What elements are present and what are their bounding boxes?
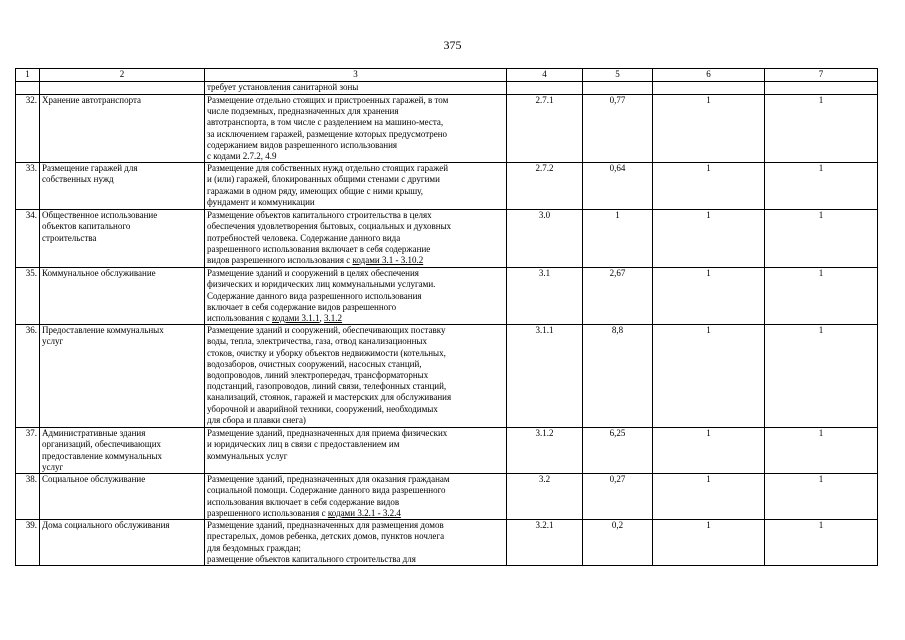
cell-code: 3.2.1 (507, 520, 583, 566)
code-link[interactable]: кодами 3.1 - 3.10.2 (352, 255, 424, 266)
cell-num (16, 82, 40, 95)
cell-col7: 1 (765, 520, 878, 566)
cell-col6: 1 (653, 95, 765, 163)
code-link[interactable]: кодами 3.2.1 - 3.2.4 (327, 507, 401, 518)
cell-col7: 1 (765, 268, 878, 325)
cell-col7: 1 (765, 163, 878, 210)
cell-code: 3.1 (507, 268, 583, 325)
table-row (16, 520, 878, 566)
cell-num: 34. (16, 210, 40, 268)
header-cell-1: 1 (16, 69, 40, 82)
cell-desc-text: Размещение зданий и сооружений, обеспечивающих поставку воды, тепла, электричества, газа, отвод канализационных стоков, очистку и уборку объектов недвижимости (котельных, водозаборов, очистных сооружений, насосных станций, водопроводов, линий электропередач, трансформаторных подстанций, газопроводов, линий связи, телефонных станций, канализаций, стоянок, гаражей и мастерских для обслуживания уборочной и аварийной техники, сооружений, необходимых для сбора и плавки снега) (207, 325, 452, 425)
cell-name: Административные здания организаций, обеспечивающих предоставление коммунальных услуг (40, 428, 205, 474)
cell-desc (205, 428, 507, 474)
table-row (16, 474, 878, 520)
cell-num: 33. (16, 163, 40, 210)
cell-desc: требует установления санитарной зоны (205, 82, 507, 95)
land-use-table (15, 68, 878, 566)
cell-code: 3.0 (507, 210, 583, 268)
cell-col7: 1 (765, 210, 878, 268)
cell-num: 36. (16, 325, 40, 428)
cell-code: 3.2 (507, 474, 583, 520)
cell-desc (205, 163, 507, 210)
cell-value (583, 82, 653, 95)
cell-col6: 1 (653, 520, 765, 566)
table-row (16, 428, 878, 474)
cell-desc-text: Размещение зданий, предназначенных для приема физических и юридических лиц в связи с предоставлением им коммунальных услуг (207, 428, 448, 461)
cell-name: Хранение автотранспорта (40, 95, 205, 163)
cell-value: 0,27 (583, 474, 653, 520)
table-row-continuation (16, 82, 878, 95)
cell-name: Предоставление коммунальных услуг (40, 325, 205, 428)
cell-name: Социальное обслуживание (40, 474, 205, 520)
cell-desc-text: Размещение зданий, предназначенных для оказания гражданам социальной помощи. Содержание данного вида разрешенного использования включает в себя содержание видов разрешенного использования с (207, 474, 450, 518)
table-row (16, 95, 878, 163)
page-number: 375 (443, 38, 462, 52)
table-row (16, 163, 878, 210)
cell-desc (205, 95, 507, 163)
header-cell-4: 4 (507, 69, 583, 82)
cell-value: 1 (583, 210, 653, 268)
cell-value: 2,67 (583, 268, 653, 325)
cell-col6: 1 (653, 474, 765, 520)
cell-desc-text: Размещение зданий, предназначенных для размещения домов престарелых, домов ребенка, детских домов, пунктов ночлега для бездомных граждан; размещение объектов капитального строительства для (207, 520, 445, 564)
header-cell-3: 3 (205, 69, 507, 82)
table-row (16, 268, 878, 325)
cell-value: 0,77 (583, 95, 653, 163)
cell-code: 2.7.2 (507, 163, 583, 210)
cell-col7: 1 (765, 474, 878, 520)
cell-code (507, 82, 583, 95)
cell-desc (205, 210, 507, 268)
cell-col6: 1 (653, 163, 765, 210)
table-row (16, 325, 878, 428)
cell-name (40, 82, 205, 95)
cell-col7: 1 (765, 325, 878, 428)
cell-value: 0,2 (583, 520, 653, 566)
cell-col6: 1 (653, 268, 765, 325)
cell-name: Дома социального обслуживания (40, 520, 205, 566)
cell-col6: 1 (653, 325, 765, 428)
code-link[interactable]: кодами 3.1.1 (272, 313, 320, 324)
cell-code: 3.1.2 (507, 428, 583, 474)
cell-desc (205, 474, 507, 520)
cell-num: 35. (16, 268, 40, 325)
cell-value: 0,64 (583, 163, 653, 210)
cell-col6: 1 (653, 428, 765, 474)
cell-name: Размещение гаражей для собственных нужд (40, 163, 205, 210)
cell-col7: 1 (765, 428, 878, 474)
cell-col6: 1 (653, 210, 765, 268)
cell-code: 2.7.1 (507, 95, 583, 163)
cell-num: 39. (16, 520, 40, 566)
cell-name: Коммунальное обслуживание (40, 268, 205, 325)
cell-desc (205, 325, 507, 428)
cell-num: 32. (16, 95, 40, 163)
cell-desc-text: Размещение зданий и сооружений в целях обеспечения физических и юридических лиц коммунальными услугами. Содержание данного вида разрешенного использования включает в себя содержание видов разрешенного использования с (207, 268, 436, 324)
cell-col7: 1 (765, 95, 878, 163)
code-link-separator: , (319, 313, 324, 324)
header-cell-5: 5 (583, 69, 653, 82)
header-cell-7: 7 (765, 69, 878, 82)
cell-desc (205, 268, 507, 325)
cell-name: Общественное использование объектов капитального строительства (40, 210, 205, 268)
cell-code: 3.1.1 (507, 325, 583, 428)
cell-value: 8,8 (583, 325, 653, 428)
code-link-2[interactable]: 3.1.2 (324, 313, 342, 324)
cell-col6 (653, 82, 765, 95)
header-cell-2: 2 (40, 69, 205, 82)
cell-desc (205, 520, 507, 566)
header-cell-6: 6 (653, 69, 765, 82)
cell-value: 6,25 (583, 428, 653, 474)
cell-num: 37. (16, 428, 40, 474)
table-row (16, 210, 878, 268)
cell-desc-text: Размещение объектов капитального строительства в целях обеспечения удовлетворения бытовых, социальных и духовных потребностей человека. Содержание данного вида разрешенного использования включает в себя содержание видов разрешенного использования с (207, 210, 452, 266)
cell-desc-text: Размещение отдельно стоящих и пристроенных гаражей, в том числе подземных, предназначенных для хранения автотранспорта, в том числе с разделением на машино-места, за исключением гаражей, размещение которых предусмотрено содержанием видов разрешенного использования с кодами 2.7.2, 4.9 (207, 95, 449, 162)
header-row (16, 69, 878, 82)
cell-desc-text: Размещение для собственных нужд отдельно стоящих гаражей и (или) гаражей, блокированных общими стенами с другими гаражами в одном ряду, имеющих общие с ними крышу, фундамент и коммуникации (207, 163, 449, 207)
cell-num: 38. (16, 474, 40, 520)
cell-col7 (765, 82, 878, 95)
